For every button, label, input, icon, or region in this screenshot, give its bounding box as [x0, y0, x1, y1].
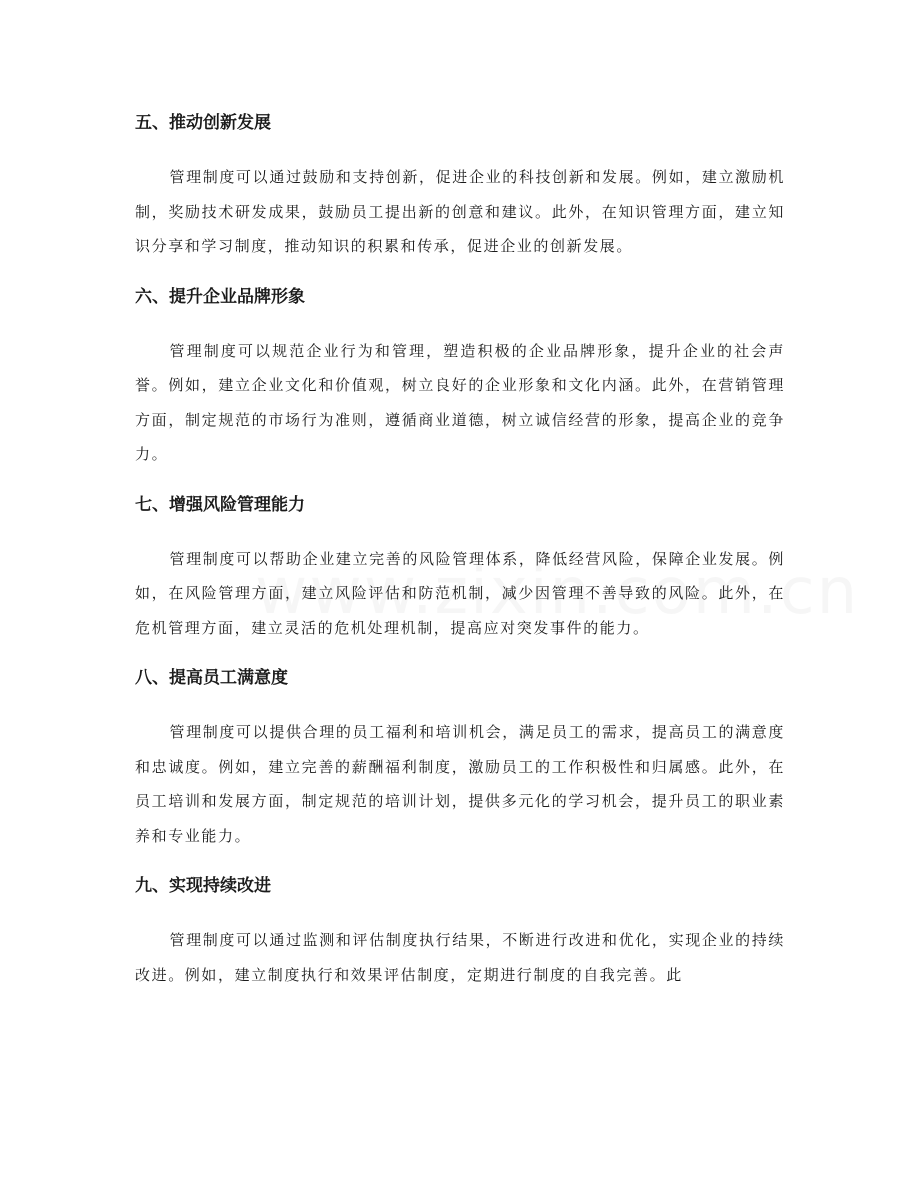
- section-paragraph: 管理制度可以提供合理的员工福利和培训机会，满足员工的需求，提高员工的满意度和忠诚度。例如，建立完善的薪酬福利制度，激励员工的工作积极性和归属感。此外，在员工培训和发展方面，制定规范的培训计划，提供多元化的学习机会，提升员工的职业素养和专业能力。: [135, 723, 785, 845]
- section-heading: 九、实现持续改进: [135, 876, 271, 896]
- section-heading: 七、增强风险管理能力: [135, 494, 305, 515]
- section-8: [135, 659, 785, 853]
- section-9: [135, 867, 785, 992]
- section-paragraph: 管理制度可以帮助企业建立完善的风险管理体系，降低经营风险，保障企业发展。例如，在风险管理方面，建立风险评估和防范机制，减少因管理不善导致的风险。此外，在危机管理方面，建立灵活的危机处理机制，提高应对突发事件的能力。: [135, 549, 785, 637]
- section-heading: 八、提高员工满意度: [135, 668, 288, 688]
- section-heading: 六、提升企业品牌形象: [135, 286, 305, 307]
- section-paragraph: 管理制度可以规范企业行为和管理，塑造积极的企业品牌形象，提升企业的社会声誉。例如，建立企业文化和价值观，树立良好的企业形象和文化内涵。此外，在营销管理方面，制定规范的市场行为准则，遵循商业道德，树立诚信经营的形象，提高企业的竞争力。: [135, 341, 785, 463]
- section-6: [135, 278, 785, 472]
- document-content: [135, 104, 785, 1006]
- section-paragraph: 管理制度可以通过鼓励和支持创新，促进企业的科技创新和发展。例如，建立激励机制，奖励技术研发成果，鼓励员工提出新的创意和建议。此外，在知识管理方面，建立知识分享和学习制度，推动知识的积累和传承，促进企业的创新发展。: [135, 168, 785, 255]
- section-heading: 五、推动创新发展: [135, 113, 271, 133]
- section-paragraph: 管理制度可以通过监测和评估制度执行结果，不断进行改进和优化，实现企业的持续改进。例如，建立制度执行和效果评估制度，定期进行制度的自我完善。此: [135, 931, 785, 984]
- section-5: [135, 104, 785, 264]
- section-7: [135, 486, 785, 646]
